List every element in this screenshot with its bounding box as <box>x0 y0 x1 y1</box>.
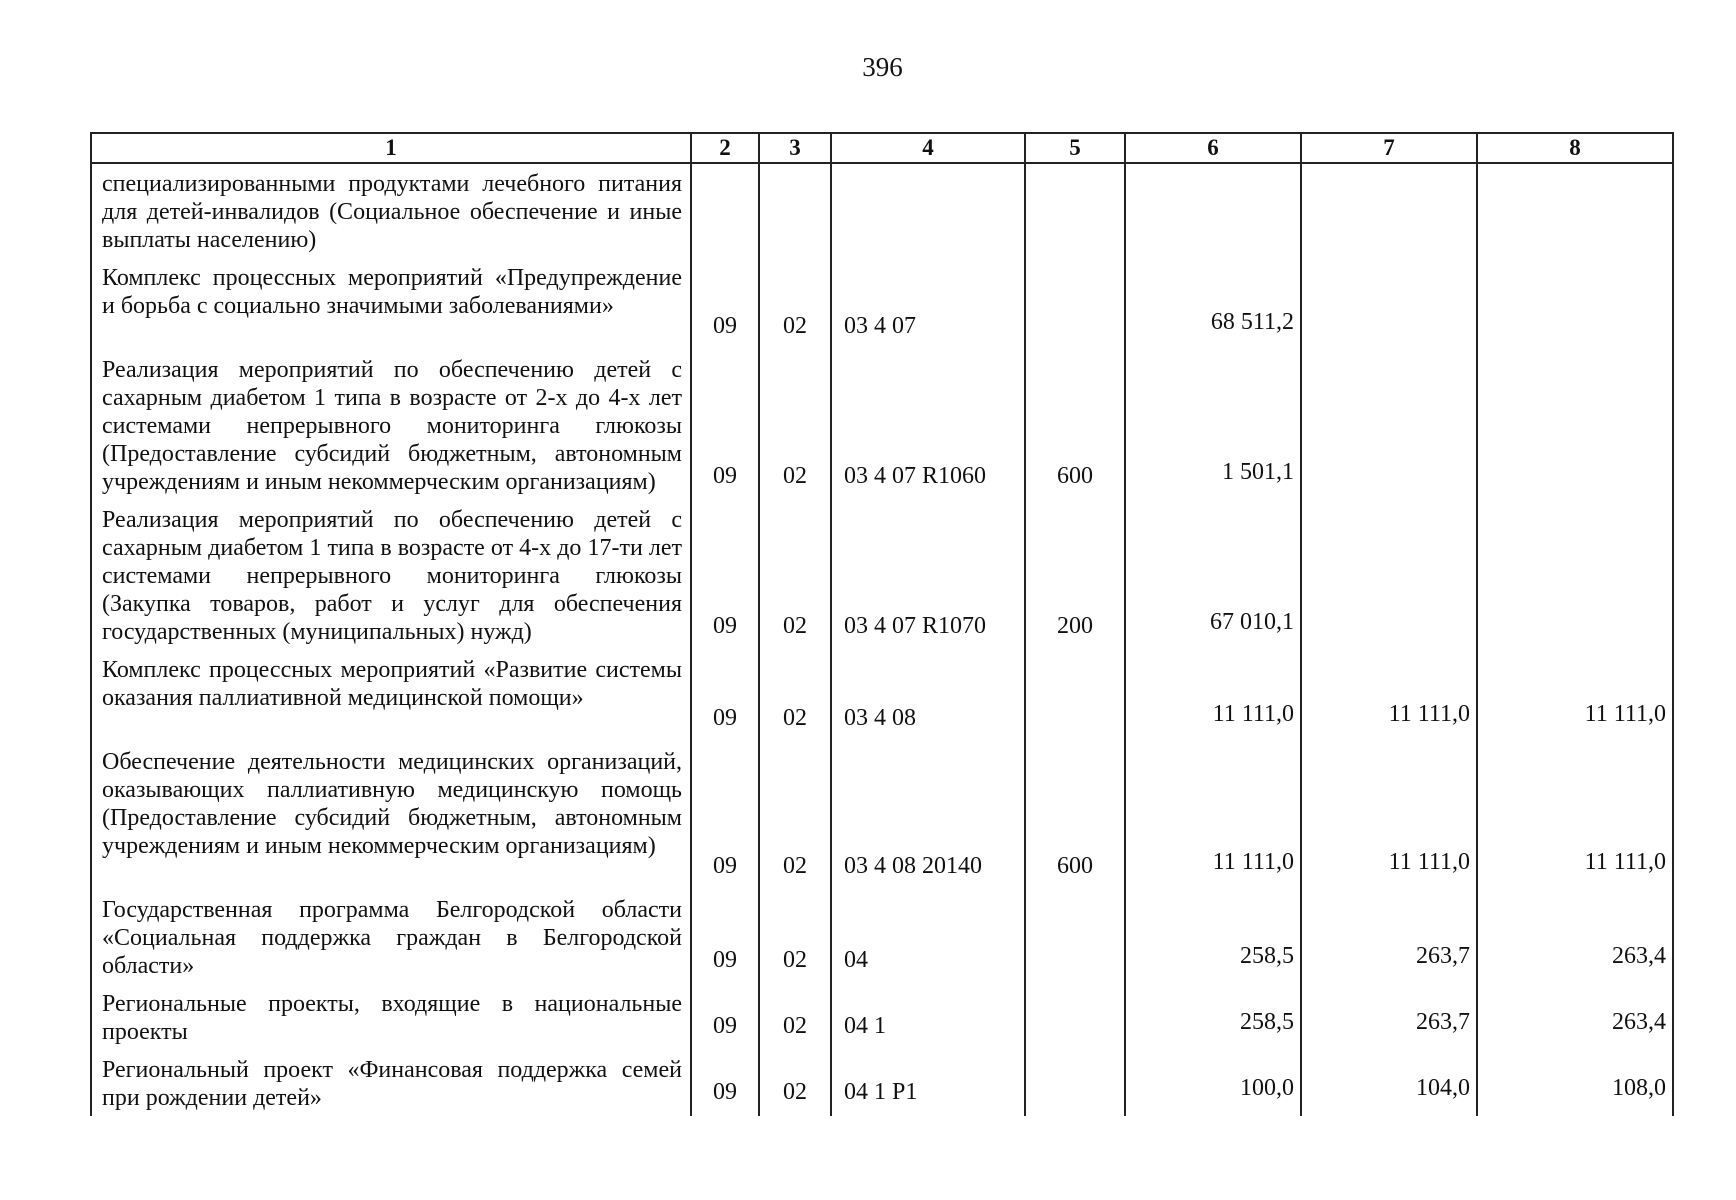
table-row <box>91 890 1673 984</box>
column-header: 6 <box>1125 133 1301 163</box>
column-header: 4 <box>831 133 1025 163</box>
table-row <box>91 500 1673 650</box>
expense-type-code: 200 <box>1025 500 1125 650</box>
target-article-code: 04 1 P1 <box>831 1050 1025 1116</box>
amount-col8 <box>1477 258 1673 350</box>
row-description: Реализация мероприятий по обеспечению детей с сахарным диабетом 1 типа в возрасте от 4-х до 17-ти лет системами непрерывного мониторинга глюкозы (Закупка товаров, работ и услуг для обеспечения государственных (муниципальных) нужд) <box>91 500 691 650</box>
section-code: 09 <box>691 890 759 984</box>
subsection-code: 02 <box>759 984 831 1050</box>
table-row <box>91 650 1673 742</box>
target-article-code: 03 4 08 <box>831 650 1025 742</box>
table-row <box>91 163 1673 258</box>
expense-type-code: 600 <box>1025 350 1125 500</box>
section-code: 09 <box>691 500 759 650</box>
subsection-code: 02 <box>759 258 831 350</box>
amount-col6: 100,0 <box>1125 1050 1301 1116</box>
amount-col7 <box>1301 500 1477 650</box>
header-row <box>91 133 1673 163</box>
target-article-code <box>831 163 1025 258</box>
section-code: 09 <box>691 1050 759 1116</box>
section-code: 09 <box>691 258 759 350</box>
amount-col6: 68 511,2 <box>1125 258 1301 350</box>
target-article-code: 03 4 08 20140 <box>831 742 1025 890</box>
subsection-code <box>759 163 831 258</box>
amount-col8: 11 111,0 <box>1477 650 1673 742</box>
amount-col6: 258,5 <box>1125 890 1301 984</box>
amount-col6: 11 111,0 <box>1125 742 1301 890</box>
section-code <box>691 163 759 258</box>
column-header: 2 <box>691 133 759 163</box>
amount-col7: 263,7 <box>1301 890 1477 984</box>
target-article-code: 04 <box>831 890 1025 984</box>
row-description: Региональные проекты, входящие в национальные проекты <box>91 984 691 1050</box>
amount-col7: 11 111,0 <box>1301 650 1477 742</box>
target-article-code: 04 1 <box>831 984 1025 1050</box>
subsection-code: 02 <box>759 890 831 984</box>
table-row <box>91 350 1673 500</box>
amount-col8: 11 111,0 <box>1477 742 1673 890</box>
column-header: 3 <box>759 133 831 163</box>
table-row <box>91 742 1673 890</box>
amount-col7: 104,0 <box>1301 1050 1477 1116</box>
amount-col7: 263,7 <box>1301 984 1477 1050</box>
row-description: Государственная программа Белгородской области «Социальная поддержка граждан в Белгородской области» <box>91 890 691 984</box>
expense-type-code <box>1025 890 1125 984</box>
amount-col8: 263,4 <box>1477 890 1673 984</box>
amount-col8: 263,4 <box>1477 984 1673 1050</box>
row-description: Реализация мероприятий по обеспечению детей с сахарным диабетом 1 типа в возрасте от 2-х до 4-х лет системами непрерывного мониторинга глюкозы (Предоставление субсидий бюджетным, автономным учреждениям и иным некоммерческим организациям) <box>91 350 691 500</box>
amount-col7 <box>1301 163 1477 258</box>
column-header: 1 <box>91 133 691 163</box>
target-article-code: 03 4 07 <box>831 258 1025 350</box>
column-header: 7 <box>1301 133 1477 163</box>
expense-type-code <box>1025 1050 1125 1116</box>
target-article-code: 03 4 07 R1070 <box>831 500 1025 650</box>
section-code: 09 <box>691 742 759 890</box>
expense-type-code <box>1025 163 1125 258</box>
row-description: Комплекс процессных мероприятий «Развитие системы оказания паллиативной медицинской помощи» <box>91 650 691 742</box>
amount-col8 <box>1477 163 1673 258</box>
target-article-code: 03 4 07 R1060 <box>831 350 1025 500</box>
expense-type-code: 600 <box>1025 742 1125 890</box>
subsection-code: 02 <box>759 742 831 890</box>
section-code: 09 <box>691 350 759 500</box>
table-row <box>91 984 1673 1050</box>
expense-type-code <box>1025 258 1125 350</box>
subsection-code: 02 <box>759 500 831 650</box>
amount-col7 <box>1301 258 1477 350</box>
amount-col8: 108,0 <box>1477 1050 1673 1116</box>
budget-table <box>90 132 1674 1116</box>
table-row <box>91 1050 1673 1116</box>
amount-col8 <box>1477 500 1673 650</box>
row-description: Комплекс процессных мероприятий «Предупреждение и борьба с социально значимыми заболеваниями» <box>91 258 691 350</box>
expense-type-code <box>1025 984 1125 1050</box>
row-description: Региональный проект «Финансовая поддержка семей при рождении детей» <box>91 1050 691 1116</box>
amount-col7: 11 111,0 <box>1301 742 1477 890</box>
row-description: Обеспечение деятельности медицинских организаций, оказывающих паллиативную медицинскую помощь (Предоставление субсидий бюджетным, автономным учреждениям и иным некоммерческим организациям) <box>91 742 691 890</box>
amount-col8 <box>1477 350 1673 500</box>
amount-col6: 11 111,0 <box>1125 650 1301 742</box>
subsection-code: 02 <box>759 1050 831 1116</box>
row-description: специализированными продуктами лечебного питания для детей-инвалидов (Социальное обеспечение и иные выплаты населению) <box>91 163 691 258</box>
section-code: 09 <box>691 984 759 1050</box>
amount-col6 <box>1125 163 1301 258</box>
section-code: 09 <box>691 650 759 742</box>
amount-col7 <box>1301 350 1477 500</box>
subsection-code: 02 <box>759 350 831 500</box>
amount-col6: 258,5 <box>1125 984 1301 1050</box>
amount-col6: 1 501,1 <box>1125 350 1301 500</box>
table-row <box>91 258 1673 350</box>
page-number: 396 <box>862 52 903 82</box>
amount-col6: 67 010,1 <box>1125 500 1301 650</box>
expense-type-code <box>1025 650 1125 742</box>
subsection-code: 02 <box>759 650 831 742</box>
column-header: 5 <box>1025 133 1125 163</box>
column-header: 8 <box>1477 133 1673 163</box>
